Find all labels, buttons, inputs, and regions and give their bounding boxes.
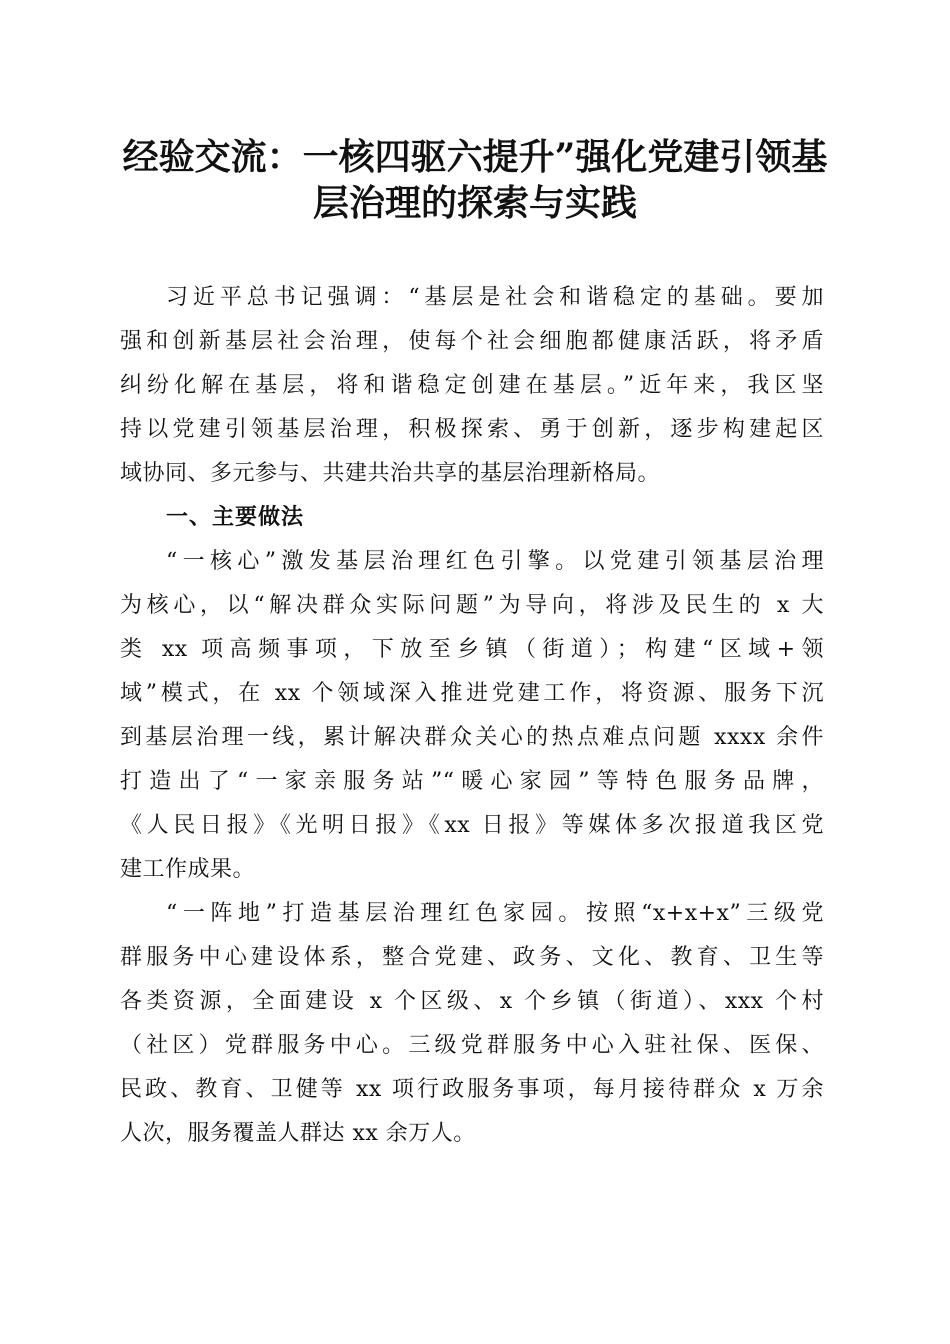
paragraph-line: 习近平总书记强调：“基层是社会和谐稳定的基础。要加 <box>166 285 824 310</box>
paragraph-line: 域协同、多元参与、共建共治共享的基层治理新格局。 <box>120 461 661 486</box>
paragraph-core <box>120 540 824 892</box>
title-line-1: 经验交流：一核四驱六提升”强化党建引领基 <box>122 136 828 178</box>
paragraph-line: 类 xx 项高频事项，下放至乡镇（街道）；构建“区域+领 <box>120 637 824 662</box>
intro-paragraph <box>120 276 824 496</box>
paragraph-line: 打造出了“一家亲服务站”“暖心家园”等特色服务品牌， <box>120 769 824 794</box>
paragraph-line: 人次，服务覆盖人群达 xx 余万人。 <box>120 1121 476 1146</box>
paragraph-line: “一核心”激发基层治理红色引擎。以党建引领基层治理 <box>166 549 824 574</box>
document-title <box>110 134 840 226</box>
paragraph-line: 到基层治理一线，累计解决群众关心的热点难点问题 xxxx 余件 <box>120 725 824 750</box>
paragraph-line: 纠纷化解在基层，将和谐稳定创建在基层。”近年来，我区坚 <box>120 373 824 398</box>
paragraph-line: 建工作成果。 <box>120 857 256 882</box>
paragraph-position <box>120 892 824 1156</box>
paragraph-line: 持以党建引领基层治理，积极探索、勇于创新，逐步构建起区 <box>120 417 824 442</box>
title-line-2: 层治理的探索与实践 <box>312 182 637 224</box>
paragraph-line: 民政、教育、卫健等 xx 项行政服务事项，每月接待群众 x 万余 <box>120 1077 824 1102</box>
paragraph-line: 强和创新基层社会治理，使每个社会细胞都健康活跃，将矛盾 <box>120 329 824 354</box>
section-heading: 一、主要做法 <box>166 505 305 530</box>
paragraph-line: 《人民日报》《光明日报》《xx 日报》等媒体多次报道我区党 <box>120 813 824 838</box>
paragraph-line: “一阵地”打造基层治理红色家园。按照“x+x+x”三级党 <box>166 901 824 926</box>
paragraph-line: 群服务中心建设体系，整合党建、政务、文化、教育、卫生等 <box>120 945 824 970</box>
paragraph-line: 域”模式，在 xx 个领域深入推进党建工作，将资源、服务下沉 <box>120 681 824 706</box>
document-body <box>120 276 824 1156</box>
paragraph-line: （社区）党群服务中心。三级党群服务中心入驻社保、医保、 <box>120 1033 824 1058</box>
paragraph-line: 为核心，以“解决群众实际问题”为导向，将涉及民生的 x 大 <box>120 593 824 618</box>
paragraph-line: 各类资源，全面建设 x 个区级、x 个乡镇（街道）、xxx 个村 <box>120 989 824 1014</box>
